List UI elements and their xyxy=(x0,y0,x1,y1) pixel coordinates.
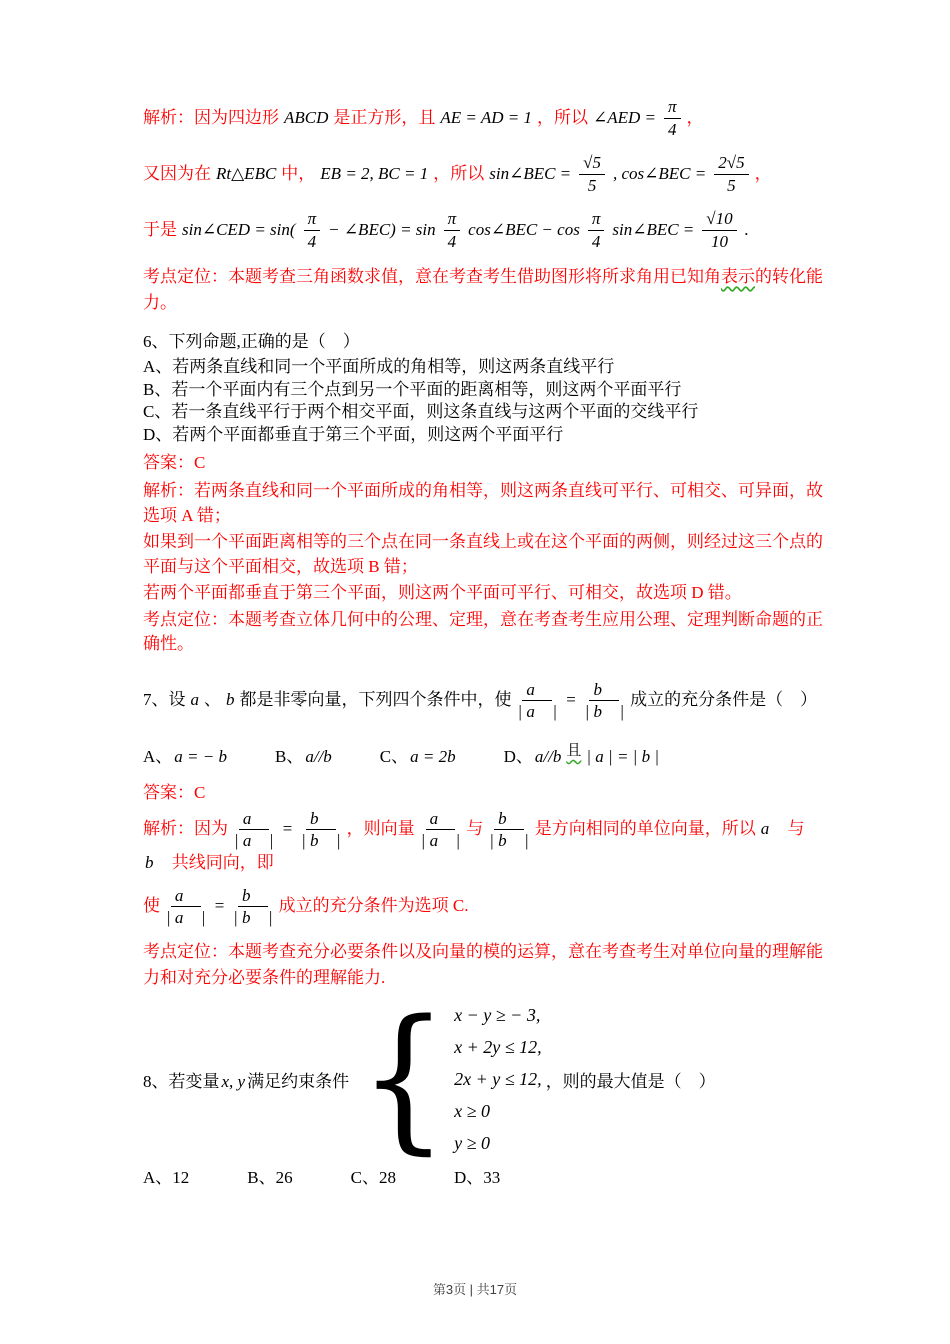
q7-option-a xyxy=(143,742,229,767)
constraint-line: x − y ≥ − 3, xyxy=(454,1004,541,1025)
analysis-text: 于是 xyxy=(143,219,177,239)
fraction xyxy=(301,809,341,850)
fraction-numerator: √5 xyxy=(579,153,605,174)
math-run: Rt△EBC xyxy=(216,163,277,183)
analysis-text: 成立的充分条件为选项 C. xyxy=(278,896,469,916)
stem-text: 7、设 xyxy=(143,690,186,710)
page-number: 第3页 | 共17页 xyxy=(432,1282,518,1297)
fraction xyxy=(444,209,461,250)
stem-text: 都是非零向量，下列四个条件中，使 xyxy=(239,690,512,710)
analysis-text: ，所以 xyxy=(433,163,485,183)
fraction-denominator: | b⃗ | xyxy=(301,830,341,850)
analysis-text: 解析：因为 xyxy=(143,818,228,838)
constraint-line: 2x + y ≤ 12, xyxy=(454,1068,542,1089)
exam-point-text: 的转化能力。 xyxy=(143,267,823,312)
q7-option-d xyxy=(504,742,661,767)
math-run: , cos∠BEC = xyxy=(613,163,707,183)
q5-analysis-line-2 xyxy=(143,152,823,196)
q6-analysis-3: 若两个平面都垂直于第三个平面，则这两个平面可平行、可相交，故选项 D 错。 xyxy=(143,583,742,602)
math-run: . xyxy=(744,219,749,239)
q5-analysis-line-1 xyxy=(143,96,823,140)
q8-stem-tail: ，则的最大值是（ ） xyxy=(545,1071,716,1091)
analysis-text: 解析：因为四边形 xyxy=(143,107,279,127)
option-math: a = − b xyxy=(174,747,227,766)
constraint-system xyxy=(454,1001,542,1158)
analysis-text: 与 xyxy=(466,818,484,838)
math-run: b⃗ xyxy=(145,852,167,872)
fraction-numerator: a⃗ xyxy=(239,809,269,830)
page-footer xyxy=(0,1279,950,1298)
q6-option-c: C、若一条直线平行于两个相交平面，则这条直线与这两个平面的交线平行 xyxy=(143,402,699,421)
fraction-denominator: | a⃗ | xyxy=(234,830,274,850)
analysis-text: ， xyxy=(754,163,772,183)
fraction-denominator: 4 xyxy=(307,231,317,251)
fraction-denominator: 4 xyxy=(447,231,457,251)
math-run: a⃗ xyxy=(760,818,783,838)
fraction xyxy=(304,209,321,250)
option-math: | a | = | b | xyxy=(586,747,660,766)
fraction xyxy=(166,886,206,927)
stem-text: 满足约束条件 xyxy=(247,1071,350,1091)
option-label: C、 xyxy=(379,747,409,766)
equals-sign: = xyxy=(281,818,294,838)
fraction-numerator: b⃗ xyxy=(238,886,268,907)
fraction-numerator: √10 xyxy=(702,209,736,230)
fraction xyxy=(664,97,681,138)
option-label: D、 xyxy=(503,747,533,766)
option-label: A、 xyxy=(143,747,173,766)
math-run: cos∠BEC − cos xyxy=(468,219,580,239)
analysis-text: ，所以 xyxy=(536,107,588,127)
fraction-numerator: b⃗ xyxy=(589,680,619,701)
option-math: a//b xyxy=(305,747,332,766)
fraction xyxy=(234,809,274,850)
q8-option-a: A、12 xyxy=(143,1167,190,1187)
math-run: EB = 2, BC = 1 xyxy=(320,163,429,183)
fraction-denominator: | a⃗ | xyxy=(517,702,558,721)
q8-option-d: D、33 xyxy=(453,1167,501,1187)
page-content xyxy=(143,96,823,1190)
fraction-denominator: | b⃗ | xyxy=(584,702,625,721)
fraction-numerator: a⃗ xyxy=(522,680,552,701)
fraction xyxy=(588,209,605,250)
fraction-numerator: π xyxy=(304,209,321,230)
fraction xyxy=(518,680,558,721)
analysis-text: 是方向相同的单位向量，所以 xyxy=(534,818,756,838)
fraction-denominator: | a⃗ | xyxy=(166,908,206,927)
fraction-numerator: a⃗ xyxy=(171,886,201,907)
q7-analysis-line-2 xyxy=(143,885,823,929)
fraction-numerator: π xyxy=(444,209,461,230)
fraction xyxy=(233,886,273,927)
analysis-text: 使 xyxy=(143,896,160,916)
option-math: a//b xyxy=(534,747,562,766)
constraint-line: x + 2y ≤ 12, xyxy=(454,1036,542,1057)
fraction-numerator: b⃗ xyxy=(306,809,336,830)
q8-options-row xyxy=(143,1166,823,1190)
equals-sign: = xyxy=(213,896,226,916)
q6-analysis-2: 如果到一个平面距离相等的三个点在同一条直线上或在这个平面的两侧，则经过这三个点的平面与这个平面相交，故选项 B 错； xyxy=(143,532,823,576)
analysis-text: 与 xyxy=(787,818,805,838)
fraction-denominator: | b⃗ | xyxy=(489,830,529,850)
fraction-denominator: | a⃗ | xyxy=(420,830,461,850)
math-run: b xyxy=(226,690,235,710)
math-run: a xyxy=(190,690,199,710)
math-run: AE = AD = 1 xyxy=(440,107,532,127)
fraction xyxy=(579,153,605,194)
stem-text: 8、若变量 xyxy=(143,1071,220,1091)
constraint-line: y ≥ 0 xyxy=(454,1132,491,1153)
fraction-numerator: 2√5 xyxy=(714,153,748,174)
option-math: a = 2b xyxy=(410,747,456,766)
q8-stem-lead xyxy=(143,1067,349,1092)
option-label: B、 xyxy=(274,747,304,766)
analysis-text: ， xyxy=(686,107,704,127)
fraction-denominator: 4 xyxy=(591,231,601,251)
q6-analysis-1: 解析：若两条直线和同一个平面所成的角相等，则这两条直线可平行、可相交、可异面，故选项 A 错； xyxy=(143,481,823,525)
fraction-numerator: π xyxy=(588,209,605,230)
math-run: sin∠CED = sin( xyxy=(182,219,296,239)
analysis-text: 又因为在 xyxy=(143,163,211,183)
fraction-denominator: 5 xyxy=(727,175,736,195)
fraction xyxy=(585,680,625,721)
stem-text: 、 xyxy=(204,690,221,710)
q7-option-b xyxy=(275,742,334,767)
fraction xyxy=(714,153,748,194)
q7-stem xyxy=(143,679,823,723)
q6-option-d: D、若两个平面都垂直于第三个平面，则这两个平面平行 xyxy=(143,424,564,444)
analysis-text: 中， xyxy=(281,163,316,183)
fraction-denominator: 10 xyxy=(710,231,728,251)
q5-analysis-line-3 xyxy=(143,208,823,252)
stem-text: 成立的充分条件是（ ） xyxy=(630,690,818,710)
q7-exam-point-note: 考点定位：本题考查充分必要条件以及向量的模的运算，意在考查考生对单位向量的理解能力和对充分必要条件的理解能力. xyxy=(143,941,823,987)
exam-point-text-squiggled: 表示 xyxy=(721,267,755,286)
math-run: x, y xyxy=(221,1071,246,1091)
q8-stem-row xyxy=(143,987,823,1170)
fraction-numerator: a⃗ xyxy=(426,809,456,830)
math-run: sin∠BEC = xyxy=(489,163,572,183)
constraint-line: x ≥ 0 xyxy=(454,1100,491,1121)
math-run: − ∠BEC) = sin xyxy=(328,219,436,239)
q6-answer: 答案：C xyxy=(143,453,206,472)
math-run: ∠AED = xyxy=(592,107,656,127)
analysis-text: ，则向量 xyxy=(346,818,415,838)
math-run: sin∠BEC = xyxy=(612,219,695,239)
conjunction-text: 且 xyxy=(566,743,582,759)
fraction-denominator: 5 xyxy=(587,175,597,195)
q7-analysis-line-1 xyxy=(143,809,823,875)
q8-option-c: C、28 xyxy=(350,1167,396,1187)
fraction-denominator: 4 xyxy=(668,119,677,139)
q7-options-row xyxy=(143,735,823,775)
q6-stem: 6、下列命题,正确的是（ ） xyxy=(143,332,360,351)
equals-sign: = xyxy=(565,690,577,710)
q6-exam-point-note: 考点定位：本题考查立体几何中的公理、定理，意在考查考生应用公理、定理判断命题的正确性。 xyxy=(143,609,823,653)
left-brace: { xyxy=(359,987,449,1170)
q7-option-c xyxy=(380,742,458,767)
fraction xyxy=(489,809,529,850)
fraction xyxy=(421,809,461,850)
q5-exam-point-note xyxy=(143,264,823,316)
q7-answer: 答案：C xyxy=(143,782,206,802)
exam-point-text: 考点定位：本题考查三角函数求值，意在考查考生借助图形将所求角用已知角 xyxy=(143,267,721,286)
q6-option-a: A、若两条直线和同一个平面所成的角相等，则这两条直线平行 xyxy=(143,357,615,376)
analysis-text: 共线同向，即 xyxy=(171,852,274,872)
fraction xyxy=(702,209,736,250)
fraction-numerator: π xyxy=(664,97,681,118)
math-run: ABCD xyxy=(284,107,329,127)
q6-option-b: B、若一个平面内有三个点到另一个平面的距离相等，则这两个平面平行 xyxy=(143,379,682,399)
fraction-denominator: | b⃗ | xyxy=(233,908,273,927)
analysis-text: 是正方形，且 xyxy=(333,107,436,127)
q8-option-b: B、26 xyxy=(247,1167,293,1187)
fraction-numerator: b⃗ xyxy=(494,809,524,830)
